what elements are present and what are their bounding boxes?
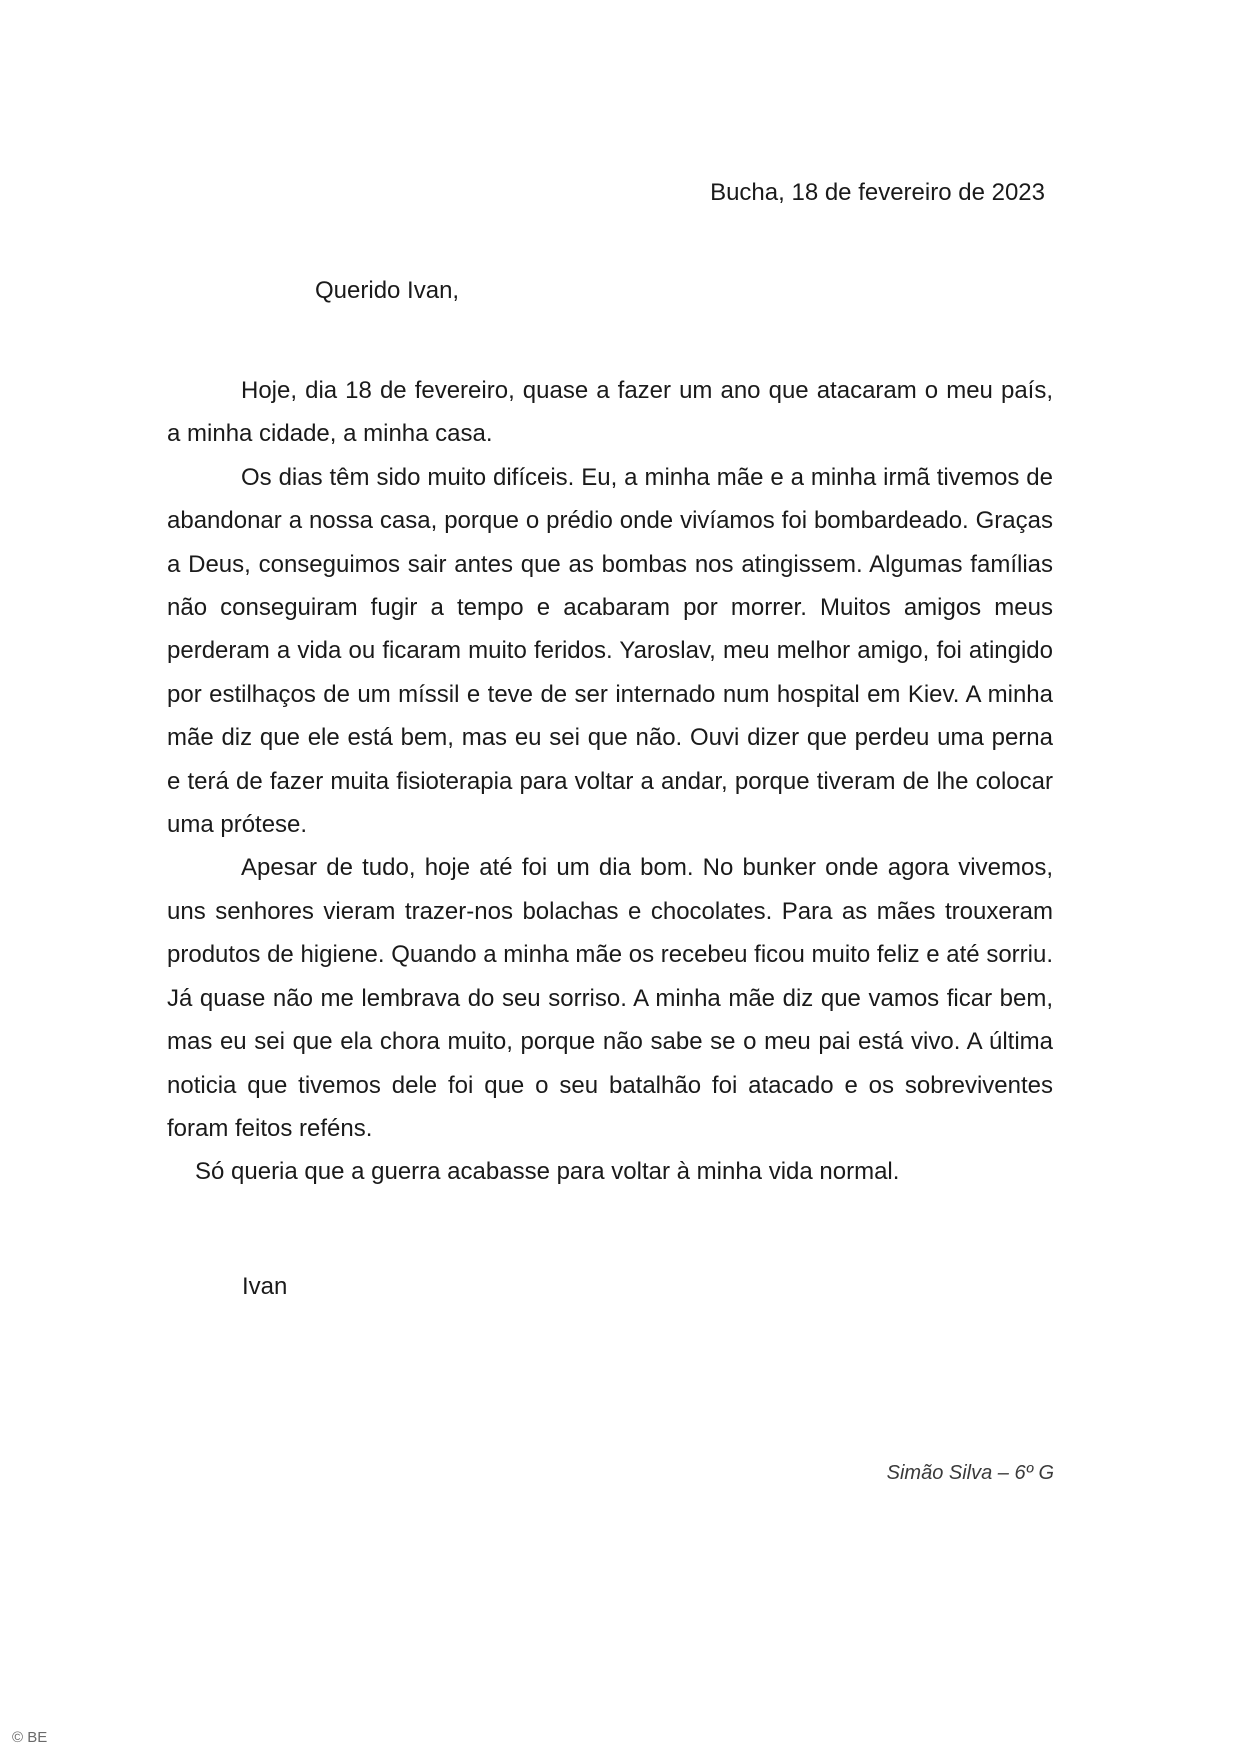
- letter-salutation: Querido Ivan,: [315, 277, 460, 304]
- letter-signature: Ivan: [242, 1273, 288, 1300]
- letter-paragraph: Hoje, dia 18 de fevereiro, quase a fazer um ano que atacaram o meu país, a minha cidade, a minha casa.: [167, 377, 1053, 448]
- letter-paragraph: Apesar de tudo, hoje até foi um dia bom. No bunker onde agora vivemos, uns senhores vieram trazer-nos bolachas e chocolates. Para as mães trouxeram produtos de higiene. Quando a minha mãe os recebeu ficou muito feliz e até sorriu. Já quase não me lembrava do seu sorriso. A minha mãe diz que vamos ficar bem, mas eu sei que ela chora muito, porque não sabe se o meu pai está vivo. A última noticia que tivemos dele foi que o seu batalhão foi atacado e os sobreviventes foram feitos reféns.: [167, 854, 1053, 1142]
- letter-body: [167, 369, 1053, 1194]
- letter-closing-line: Só queria que a guerra acabasse para voltar à minha vida normal.: [195, 1158, 900, 1186]
- letter-paragraph: Os dias têm sido muito difíceis. Eu, a minha mãe e a minha irmã tivemos de abandonar a nossa casa, porque o prédio onde vivíamos foi bombardeado. Graças a Deus, conseguimos sair antes que as bombas nos atingissem. Algumas famílias não conseguiram fugir a tempo e acabaram por morrer. Muitos amigos meus perderam a vida ou ficaram muito feridos. Yaroslav, meu melhor amigo, foi atingido por estilhaços de um míssil e teve de ser internado num hospital em Kiev. A minha mãe diz que ele está bem, mas eu sei que não. Ouvi dizer que perdeu uma perna e terá de fazer muita fisioterapia para voltar a andar, porque tiveram de lhe colocar uma prótese.: [167, 463, 1053, 839]
- copyright-watermark: © BE: [12, 1729, 48, 1746]
- author-credit: Simão Silva – 6º G: [886, 1462, 1054, 1484]
- letter-dateline: Bucha, 18 de fevereiro de 2023: [710, 179, 1045, 206]
